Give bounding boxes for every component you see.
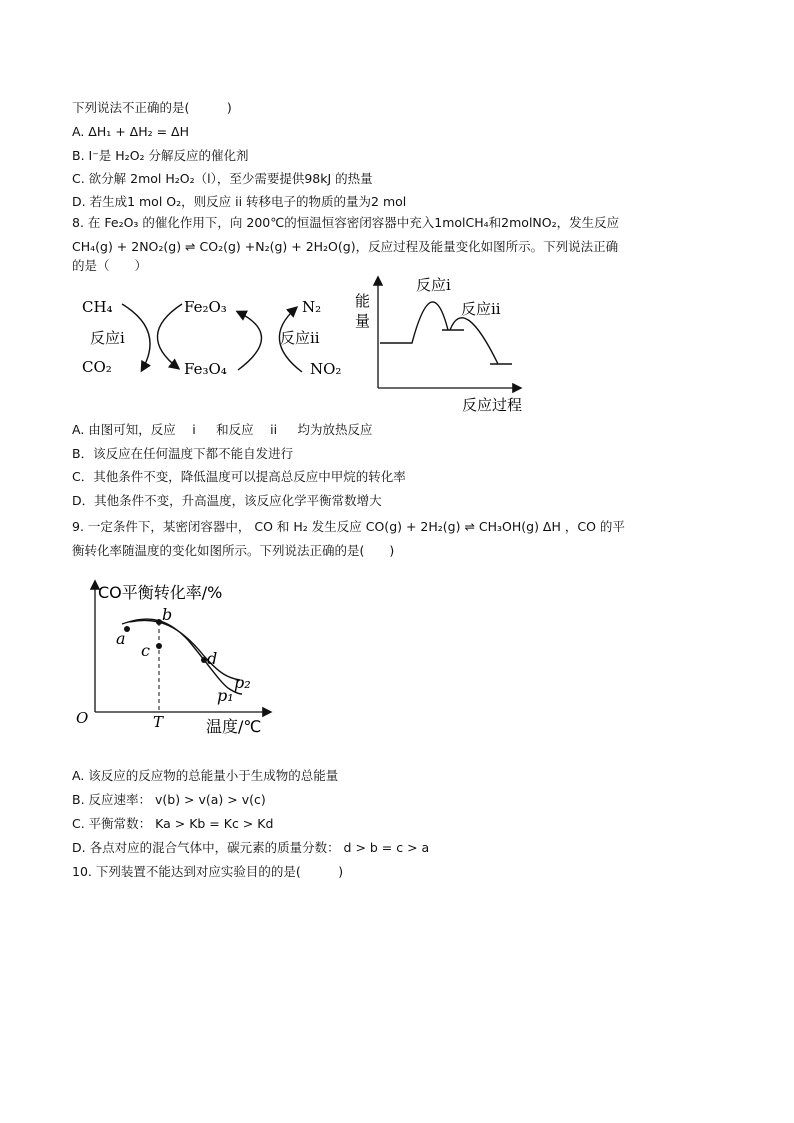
arrow-ch4-to-co2 [122,304,150,370]
cycle-fe2o3: Fe₂O₃ [184,298,227,316]
energy-peak1-label: 反应i [416,276,451,294]
q7-option-d: D. 若生成1 mol O₂，则反应 ii 转移电子的物质的量为2 mol [72,194,407,209]
cycle-fe3o4: Fe₃O₄ [184,360,227,378]
label-p2: p₂ [234,673,251,692]
cycle-no2: NO₂ [310,360,342,378]
q8-stem-line2: CH₄(g) + 2NO₂(g) ⇌ CO₂(g) +N₂(g) + 2H₂O(g)，反应过程及能量变化如图所示。下列说法正确 [72,239,619,254]
q10-stem: 10. 下列装置不能达到对应实验目的的是( ) [72,864,344,879]
label-d: d [207,649,218,668]
energy-x-label: 反应过程 [462,396,523,414]
graph-x-label: 温度/℃ [206,717,262,736]
curve-p1 [122,619,242,694]
q8-option-b: B．该反应在任何温度下都不能自发进行 [72,446,294,461]
q9-option-d: D. 各点对应的混合气体中，碳元素的质量分数： d > b = c > a [72,840,430,855]
cycle-reaction-i: 反应i [90,329,125,347]
energy-y-label-1: 能 [355,292,371,310]
q7-option-a: A. ΔH₁ + ΔH₂ = ΔH [72,124,189,139]
cycle-ch4: CH₄ [82,298,113,316]
catalytic-cycle-diagram [70,290,360,390]
cycle-n2: N₂ [302,298,322,316]
arrow-fe3o4-to-fe2o3 [238,312,262,370]
q7-option-c: C. 欲分解 2mol H₂O₂（l），至少需要提供98kJ 的热量 [72,171,373,186]
co-conversion-graph [70,574,290,744]
q9-option-c: C. 平衡常数： Ka > Kb = Kc > Kd [72,816,274,831]
q7-stem: 下列说法不正确的是( ) [72,100,232,115]
q9-stem-line1: 9. 一定条件下，某密闭容器中， CO 和 H₂ 发生反应 CO(g) + 2H₂(g) ⇌ CH₃OH(g) ΔH ，CO 的平 [72,519,625,534]
graph-origin: O [76,709,89,727]
q8-option-d: D．其他条件不变，升高温度，该反应化学平衡常数增大 [72,493,382,508]
q8-option-c: C．其他条件不变，降低温度可以提高总反应中甲烷的转化率 [72,469,406,484]
q9-option-b: B. 反应速率： v(b) > v(a) > v(c) [72,792,266,807]
q8-option-a: A. 由图可知，反应 i 和反应 ii 均为放热反应 [72,422,373,437]
energy-y-label-2: 量 [355,312,371,330]
label-a: a [116,629,126,648]
arrow-fe2o3-to-fe3o4 [157,304,182,368]
point-c [156,643,162,649]
q9-option-a: A. 该反应的反应物的总能量小于生成物的总能量 [72,768,339,783]
energy-peak2-label: 反应ii [461,300,501,318]
energy-profile-diagram [350,272,550,414]
q8-stem-line1: 8. 在 Fe₂O₃ 的催化作用下，向 200℃的恒温恒容密闭容器中充入1molCH₄和2molNO₂，发生反应 [72,215,620,230]
cycle-reaction-ii: 反应ii [280,329,320,347]
graph-t-label: T [153,713,164,731]
graph-y-label: CO平衡转化率/% [98,583,223,602]
label-b: b [162,605,173,624]
q9-stem-line2: 衡转化率随温度的变化如图所示。下列说法正确的是( ) [72,543,395,558]
q8-stem-line3: 的是（ ） [72,258,148,273]
label-p1: p₁ [217,686,234,705]
label-c: c [141,641,150,660]
q7-option-b: B. I⁻是 H₂O₂ 分解反应的催化剂 [72,148,249,163]
cycle-co2: CO₂ [82,358,112,376]
